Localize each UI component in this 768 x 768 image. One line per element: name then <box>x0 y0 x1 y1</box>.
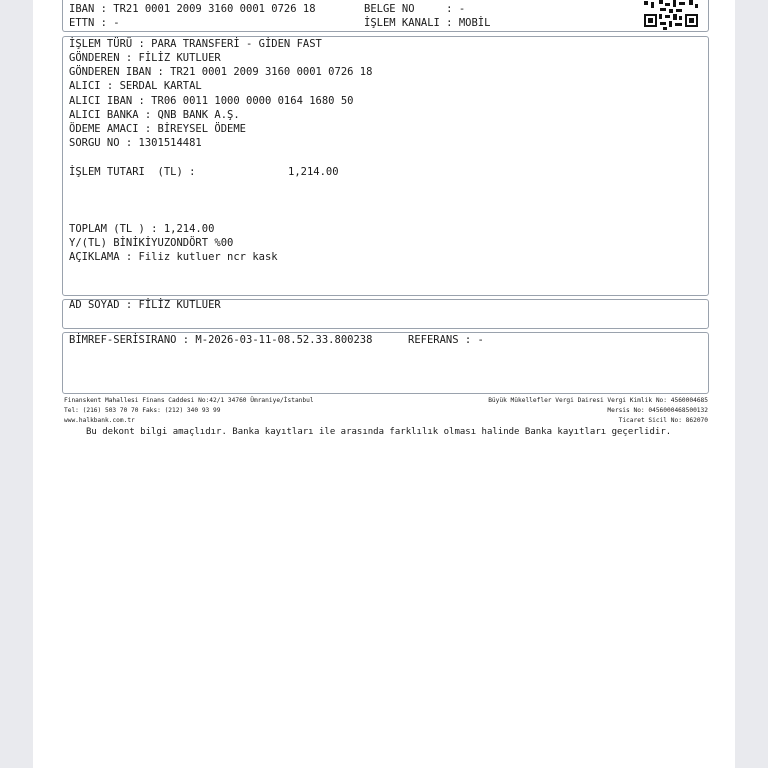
receipt-sheet <box>33 0 735 768</box>
iban-line: IBAN : TR21 0001 2009 3160 0001 0726 18 <box>69 3 316 15</box>
ettn-line: ETTN : - <box>69 17 120 29</box>
bimref: BİMREF-SERİSIRANO : M-2026-03-11-08.52.33.800238 <box>69 334 373 346</box>
islem-turu: İŞLEM TÜRÜ : PARA TRANSFERİ - GİDEN FAST <box>69 38 322 50</box>
footer-ticaret: Ticaret Sicil No: 862070 <box>618 417 708 424</box>
gonderen-iban: GÖNDEREN IBAN : TR21 0001 2009 3160 0001 0726 18 <box>69 66 373 78</box>
sorgu-no: SORGU NO : 1301514481 <box>69 137 202 149</box>
gonderen: GÖNDEREN : FİLİZ KUTLUER <box>69 52 221 64</box>
toplam: TOPLAM (TL ) : 1,214.00 <box>69 223 215 235</box>
footer-vergi: Büyük Mükellefler Vergi Dairesi Vergi Kimlik No: 4560004685 <box>488 397 708 404</box>
referans: REFERANS : - <box>408 334 484 346</box>
odeme-amaci: ÖDEME AMACI : BİREYSEL ÖDEME <box>69 123 247 135</box>
alici: ALICI : SERDAL KARTAL <box>69 80 202 92</box>
alici-banka: ALICI BANKA : QNB BANK A.Ş. <box>69 109 240 121</box>
aciklama: AÇIKLAMA : Filiz kutluer ncr kask <box>69 251 278 263</box>
alici-iban: ALICI IBAN : TR06 0011 1000 0000 0164 1680 50 <box>69 95 354 107</box>
footer-address: Finanskent Mahallesi Finans Caddesi No:42/1 34760 Ümraniye/İstanbul <box>64 397 314 404</box>
footer-mersis: Mersis No: 0456000468500132 <box>607 407 708 414</box>
islem-tutari-value: 1,214.00 <box>288 166 339 178</box>
footer-phone: Tel: (216) 503 70 70 Faks: (212) 340 93 99 <box>64 407 221 414</box>
islem-kanali-line: İŞLEM KANALI : MOBİL <box>364 17 491 29</box>
footer-web: www.halkbank.com.tr <box>64 417 135 424</box>
belge-no-line: BELGE NO : - <box>364 3 466 15</box>
yazi-ile: Y/(TL) BİNİKİYUZONDÖRT %00 <box>69 237 234 249</box>
qr-code-icon <box>643 0 699 30</box>
ad-soyad: AD SOYAD : FİLİZ KUTLUER <box>69 299 221 311</box>
islem-tutari-label: İŞLEM TUTARI (TL) : <box>69 166 196 178</box>
disclaimer-note: Bu dekont bilgi amaçlıdır. Banka kayıtları ile arasında farklılık olması halinde Banka kayıtları geçerlidir. <box>86 427 672 437</box>
